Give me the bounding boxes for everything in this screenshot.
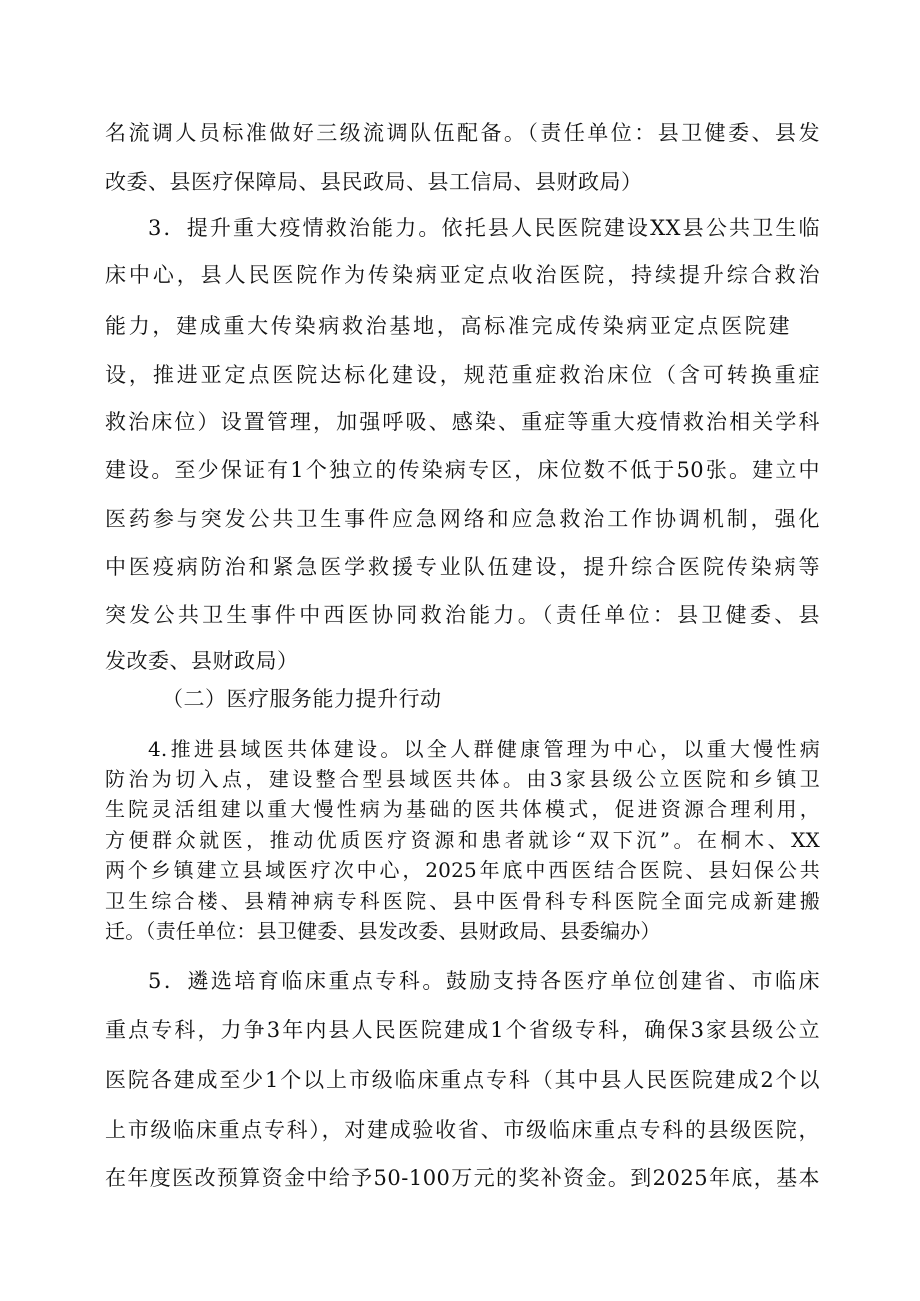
text-line: 生院灵活组建以重大慢性病为基础的医共体模式，促进资源合理利用， [105, 797, 820, 821]
paragraph-3-start: 3．提升重大疫情救治能力。依托县人民医院建设XX县公共卫生临 [148, 216, 820, 240]
text-line: 医药参与突发公共卫生事件应急网络和应急救治工作协调机制，强化 [105, 507, 820, 531]
paragraph-5-start: 5．遴选培育临床重点专科。鼓励支持各医疗单位创建省、市临床 [148, 969, 820, 993]
text-line: 迁。（责任单位：县卫健委、县发改委、县财政局、县委编办） [105, 919, 661, 943]
text-line: 发改委、县财政局） [105, 649, 299, 673]
text-line: 两个乡镇建立县域医疗次中心，2025年底中西医结合医院、县妇保公共 [105, 858, 820, 882]
text-line: 能力，建成重大传染病救治基地，高标准完成传染病亚定点医院建 [105, 314, 790, 338]
text-line: 设，推进亚定点医院达标化建设，规范重症救治床位（含可转换重症 [105, 363, 820, 387]
text-line: 救治床位）设置管理，加强呼吸、感染、重症等重大疫情救治相关学科 [105, 410, 820, 434]
text-line: 突发公共卫生事件中西医协同救治能力。（责任单位：县卫健委、县 [105, 603, 820, 627]
text-line: 建设。至少保证有1个独立的传染病专区，床位数不低于50张。建立中 [105, 458, 820, 482]
section-heading: （二）医疗服务能力提升行动 [162, 687, 442, 711]
text-line: 改委、县医疗保障局、县民政局、县工信局、县财政局） [105, 170, 643, 194]
text-line: 方便群众就医，推动优质医疗资源和患者就诊“双下沉”。在桐木、XX [105, 828, 820, 852]
text-line: 中医疫病防治和紧急医学救援专业队伍建设，提升综合医院传染病等 [105, 555, 820, 579]
text-line: 在年度医改预算资金中给予50-100万元的奖补资金。到2025年底，基本 [105, 1166, 820, 1190]
paragraph-4-start: 4.推进县域医共体建设。以全人群健康管理为中心，以重大慢性病 [148, 737, 820, 761]
text-line: 医院各建成至少1个以上市级临床重点专科（其中县人民医院建成2个以 [105, 1068, 820, 1092]
text-line: 卫生综合楼、县精神病专科医院、县中医骨科专科医院全面完成新建搬 [105, 889, 820, 913]
text-line: 名流调人员标准做好三级流调队伍配备。（责任单位：县卫健委、县发 [105, 121, 820, 145]
text-line: 床中心，县人民医院作为传染病亚定点收治医院，持续提升综合救治 [105, 263, 820, 287]
text-line: 上市级临床重点专科），对建成验收省、市级临床重点专科的县级医院， [105, 1118, 820, 1142]
text-line: 防治为切入点，建设整合型县域医共体。由3家县级公立医院和乡镇卫 [105, 767, 820, 791]
text-line: 重点专科，力争3年内县人民医院建成1个省级专科，确保3家县级公立 [105, 1018, 820, 1042]
